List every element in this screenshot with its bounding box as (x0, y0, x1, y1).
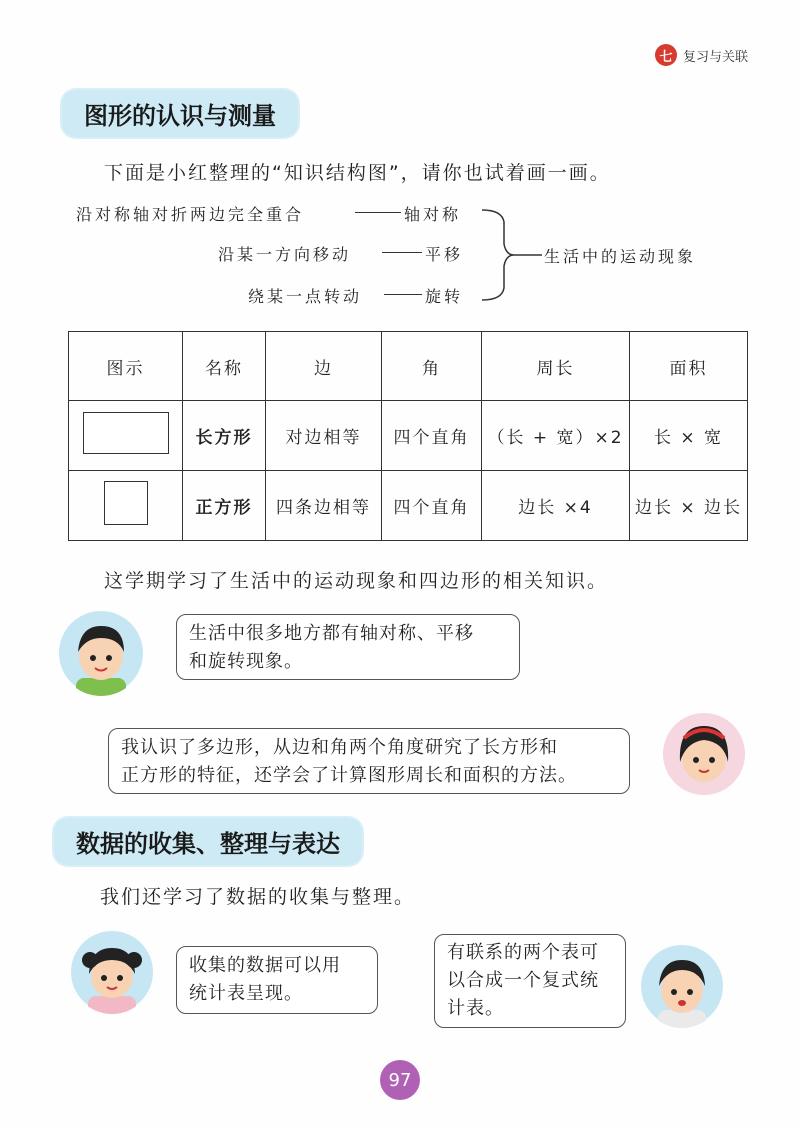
header-name: 名称 (183, 332, 266, 401)
map-brace (480, 200, 550, 310)
header-angle: 角 (382, 332, 482, 401)
shape-table (68, 331, 748, 541)
row-angle: 四个直角 (382, 401, 482, 471)
table-row (69, 401, 748, 471)
bubble-3-line2: 统计表呈现。 (189, 983, 303, 1004)
row-perimeter: （长 + 宽）×2 (482, 401, 630, 471)
data-intro-text: 我们还学习了数据的收集与整理。 (100, 886, 416, 908)
speech-bubble-1 (176, 614, 520, 680)
row-area: 长 × 宽 (630, 401, 748, 471)
map-row2-left: 沿某一方向移动 (218, 245, 352, 264)
chapter-number: 七 (655, 44, 677, 66)
bubble-4-line3: 计表。 (447, 998, 504, 1019)
intro-text: 下面是小红整理的“知识结构图”，请你也试着画一画。 (104, 162, 611, 184)
row-perimeter: 边长 ×4 (482, 471, 630, 541)
map-row1-left: 沿对称轴对折两边完全重合 (76, 205, 305, 224)
bubble-4-line1: 有联系的两个表可 (447, 942, 599, 963)
rectangle-diagram (69, 401, 183, 471)
bubble-4-line2: 以合成一个复式统 (447, 970, 599, 991)
map-connector-1 (355, 212, 401, 213)
bubble-1-line2: 和旋转现象。 (189, 651, 303, 672)
table-row (69, 471, 748, 541)
header-diagram: 图示 (69, 332, 183, 401)
map-connector-3 (384, 294, 422, 295)
chapter-title: 复习与关联 (682, 49, 748, 65)
row-side: 对边相等 (266, 401, 382, 471)
page-number: 97 (380, 1060, 420, 1100)
row-name: 长方形 (183, 401, 266, 471)
map-group-label: 生活中的运动现象 (544, 247, 697, 266)
table-header-row (69, 332, 748, 401)
header-area: 面积 (630, 332, 748, 401)
chapter-badge (655, 44, 748, 66)
bubble-1-line1: 生活中很多地方都有轴对称、平移 (189, 623, 474, 644)
summary-text: 这学期学习了生活中的运动现象和四边形的相关知识。 (104, 570, 609, 592)
speech-bubble-4 (434, 934, 626, 1028)
section-title-data: 数据的收集、整理与表达 (54, 818, 362, 865)
girl-avatar-2 (70, 930, 154, 1014)
row-side: 四条边相等 (266, 471, 382, 541)
header-perimeter: 周长 (482, 332, 630, 401)
speech-bubble-2 (108, 728, 630, 794)
map-row3-left: 绕某一点转动 (248, 287, 363, 306)
boy-avatar (58, 610, 144, 696)
map-row1-right: 轴对称 (404, 205, 462, 224)
map-row3-right: 旋转 (425, 287, 464, 306)
bubble-2-line2: 正方形的特征，还学会了计算图形周长和面积的方法。 (121, 765, 577, 786)
row-name: 正方形 (183, 471, 266, 541)
bubble-3-line1: 收集的数据可以用 (189, 955, 341, 976)
row-area: 边长 × 边长 (630, 471, 748, 541)
boy-avatar-2 (640, 944, 724, 1028)
section-title-geometry: 图形的认识与测量 (62, 90, 298, 137)
speech-bubble-3 (176, 946, 378, 1014)
bubble-2-line1: 我认识了多边形，从边和角两个角度研究了长方形和 (121, 737, 558, 758)
header-side: 边 (266, 332, 382, 401)
map-row2-right: 平移 (425, 245, 464, 264)
square-diagram (69, 471, 183, 541)
map-connector-2 (382, 252, 422, 253)
row-angle: 四个直角 (382, 471, 482, 541)
girl-avatar (662, 712, 746, 796)
